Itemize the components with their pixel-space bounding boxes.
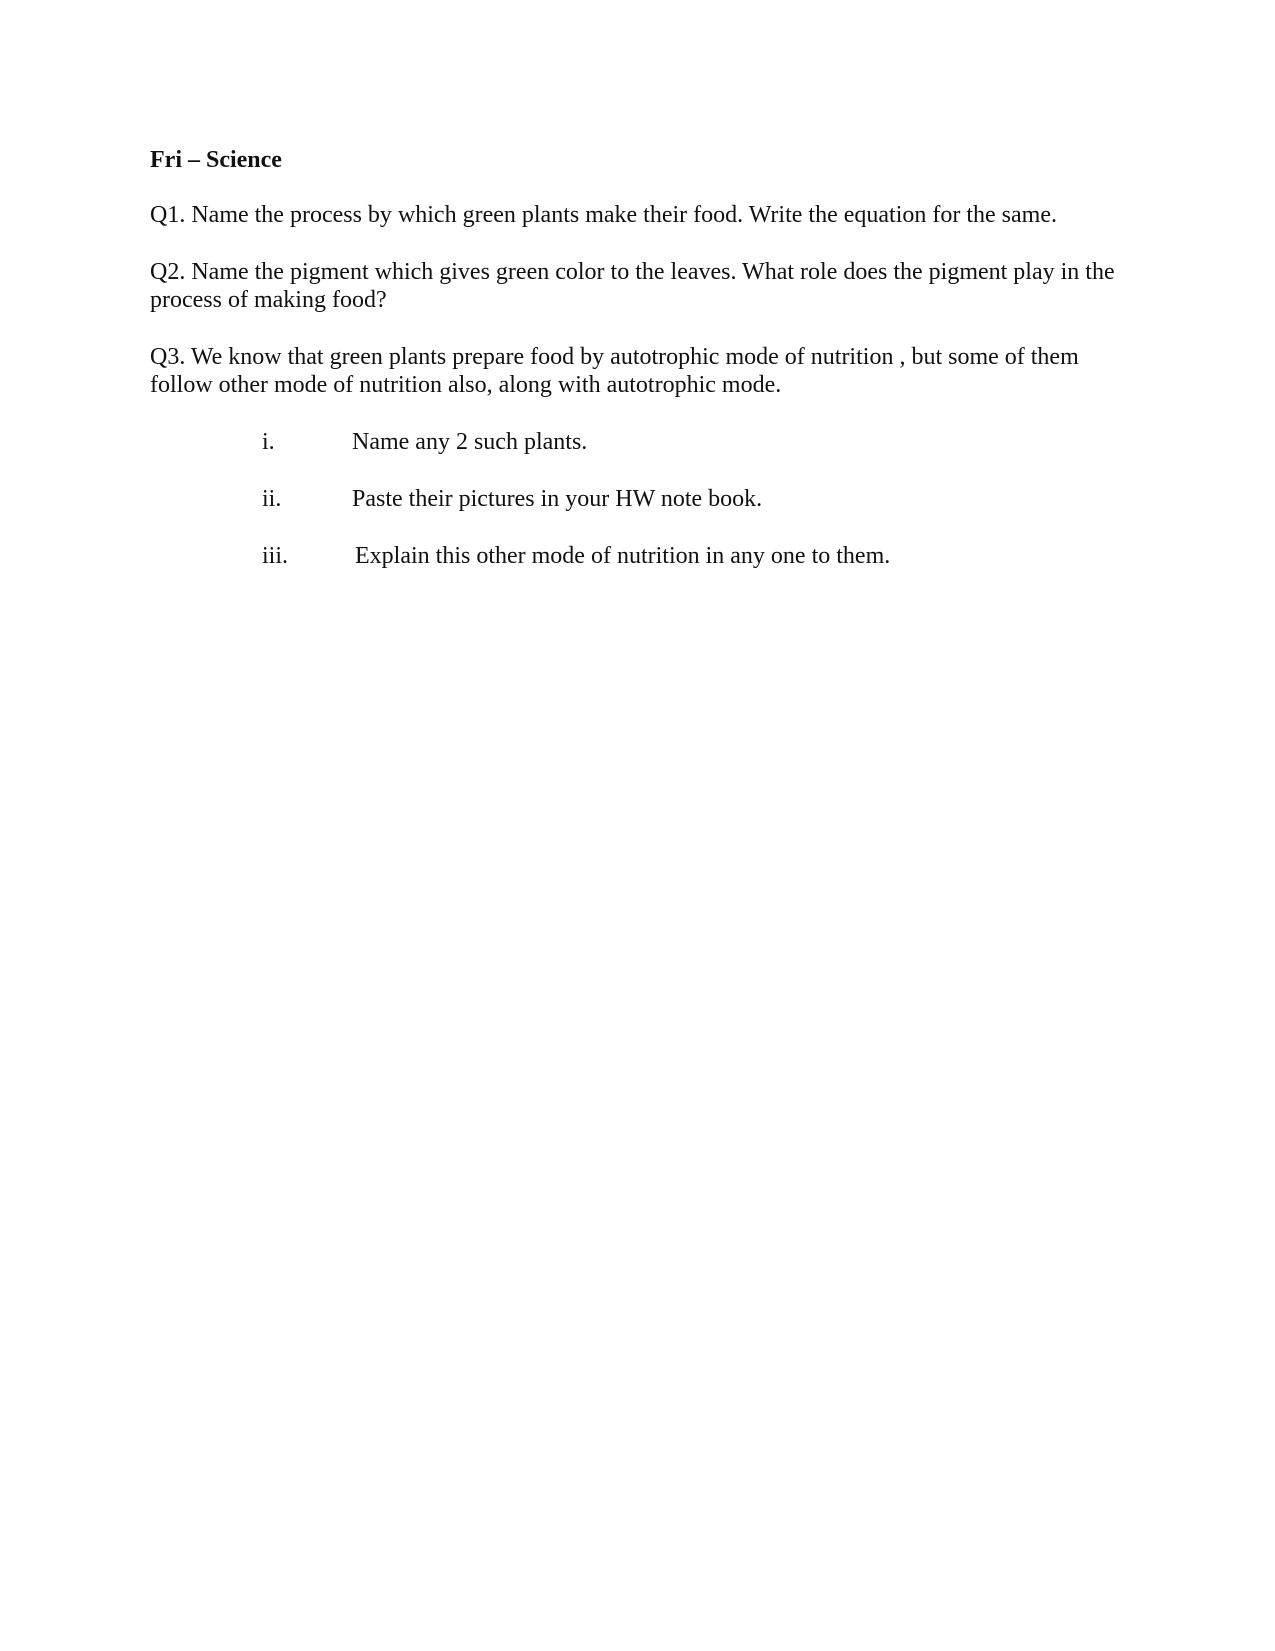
list-item bbox=[150, 542, 1140, 570]
question-3: Q3. We know that green plants prepare food by autotrophic mode of nutrition , but some of them follow other mode of nutrition also, along with autotrophic mode. bbox=[150, 344, 1079, 398]
list-item-text: Explain this other mode of nutrition in any one to them. bbox=[355, 543, 891, 569]
list-item bbox=[150, 485, 1140, 513]
list-item-number: i. bbox=[262, 429, 275, 455]
document-content bbox=[150, 146, 1140, 599]
page-title: Fri – Science bbox=[150, 147, 282, 173]
list-item-text: Name any 2 such plants. bbox=[352, 429, 588, 455]
list-item-text: Paste their pictures in your HW note book. bbox=[352, 486, 763, 512]
list-item-number: iii. bbox=[262, 543, 289, 569]
question-2: Q2. Name the pigment which gives green color to the leaves. What role does the pigment play in the process of making food? bbox=[150, 259, 1115, 313]
list-item-number: ii. bbox=[262, 486, 282, 512]
question-3-subitems bbox=[150, 428, 1140, 570]
question-1: Q1. Name the process by which green plants make their food. Write the equation for the same. bbox=[150, 202, 1057, 228]
list-item bbox=[150, 428, 1140, 456]
